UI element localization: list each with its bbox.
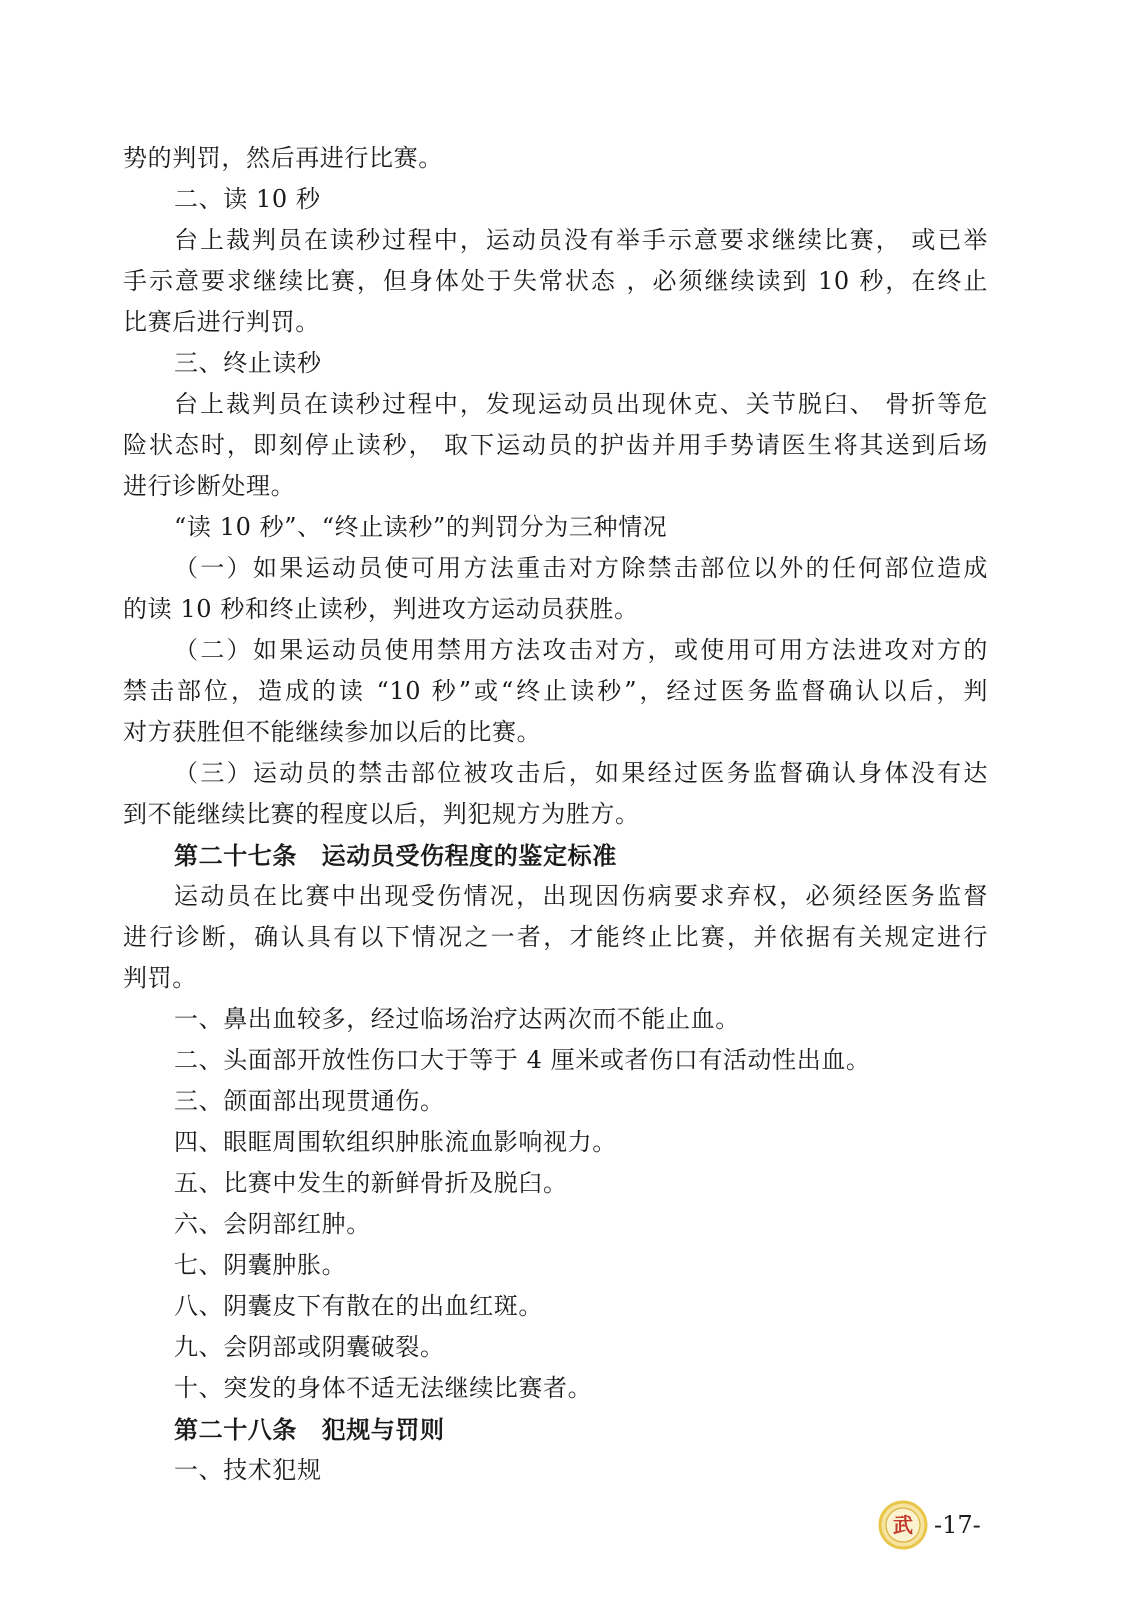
list-item: 五、比赛中发生的新鲜骨折及脱臼。 [174,1169,568,1197]
text-line: “读 10 秒”、“终止读秒”的判罚分为三种情况 [174,513,668,541]
text-line: 险状态时，即刻停止读秒， 取下运动员的护齿并用手势请医生将其送到后场 [123,431,988,459]
section-heading: 二、读 10 秒 [174,185,321,213]
text-line: （一）如果运动员使可用方法重击对方除禁击部位以外的任何部位造成 [174,554,988,582]
article-heading: 第二十七条 运动员受伤程度的鉴定标准 [174,841,617,870]
list-item: 六、会阴部红肿。 [174,1210,371,1238]
text-line: 台上裁判员在读秒过程中，运动员没有举手示意要求继续比赛， 或已举 [174,226,988,254]
page-footer [878,1500,998,1560]
text-line: 进行诊断处理。 [123,472,296,500]
list-item: 八、阴囊皮下有散在的出血红斑。 [174,1292,543,1320]
text-line: 比赛后进行判罚。 [123,308,320,336]
section-heading: 一、技术犯规 [174,1456,322,1484]
article-heading: 第二十八条 犯规与罚则 [174,1415,445,1444]
text-line: 的读 10 秒和终止读秒，判进攻方运动员获胜。 [123,595,639,623]
section-heading: 三、终止读秒 [174,349,322,377]
list-item: 九、会阴部或阴囊破裂。 [174,1333,445,1361]
list-item: 七、阴囊肿胀。 [174,1251,347,1279]
list-item: 四、眼眶周围软组织肿胀流血影响视力。 [174,1128,617,1156]
wushu-seal-icon [878,1500,928,1550]
list-item: 三、颌面部出现贯通伤。 [174,1087,445,1115]
text-line: 对方获胜但不能继续参加以后的比赛。 [123,718,542,746]
text-line: 势的判罚，然后再进行比赛。 [123,144,443,172]
text-line: 进行诊断，确认具有以下情况之一者，才能终止比赛，并依据有关规定进行 [123,923,988,951]
list-item: 一、鼻出血较多，经过临场治疗达两次而不能止血。 [174,1005,740,1033]
text-line: 运动员在比赛中出现受伤情况，出现因伤病要求弃权，必须经医务监督 [174,882,988,910]
text-line: 到不能继续比赛的程度以后，判犯规方为胜方。 [123,800,640,828]
text-line: 手示意要求继续比赛，但身体处于失常状态 ，必须继续读到 10 秒，在终止 [123,267,988,295]
text-line: （二）如果运动员使用禁用方法攻击对方，或使用可用方法进攻对方的 [174,636,988,664]
seal-glyph: 武 [893,1513,913,1537]
list-item: 二、头面部开放性伤口大于等于 4 厘米或者伤口有活动性出血。 [174,1046,871,1074]
page-number: -17- [934,1511,981,1539]
text-line: 判罚。 [123,964,197,992]
text-line: （三）运动员的禁击部位被攻击后，如果经过医务监督确认身体没有达 [174,759,988,787]
text-line: 台上裁判员在读秒过程中，发现运动员出现休克、关节脱臼、 骨折等危 [174,390,988,418]
list-item: 十、突发的身体不适无法继续比赛者。 [174,1374,593,1402]
text-line: 禁击部位，造成的读 “10 秒”或“终止读秒”，经过医务监督确认以后，判 [123,677,988,705]
document-body [123,138,988,1491]
